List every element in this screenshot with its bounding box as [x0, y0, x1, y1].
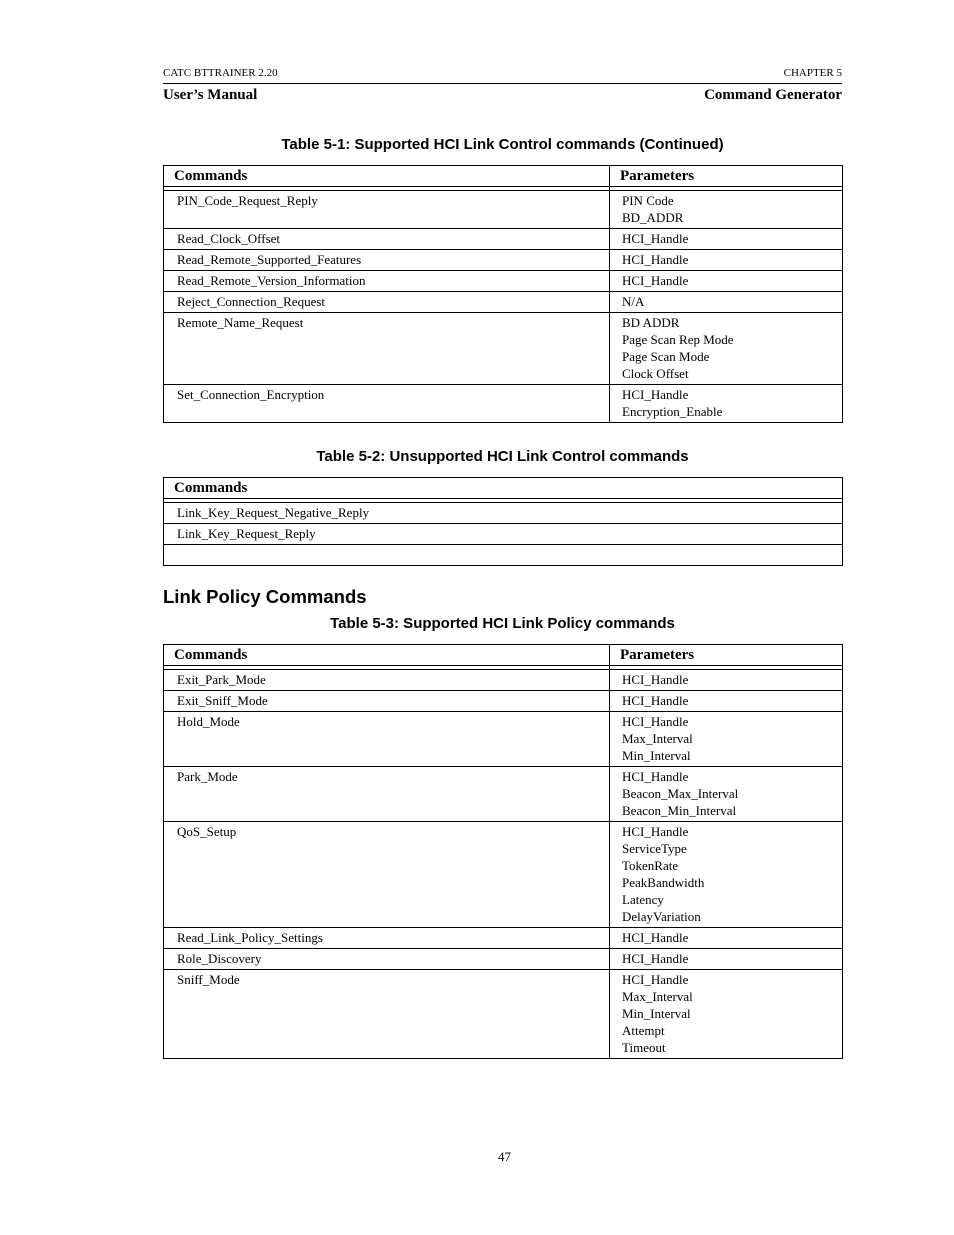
command-cell: Set_Connection_Encryption	[164, 385, 610, 423]
section-name: Command Generator	[704, 87, 842, 103]
parameters-cell	[610, 822, 843, 928]
table-row	[164, 822, 843, 928]
parameter: HCI_Handle	[622, 951, 689, 966]
parameters-cell	[610, 712, 843, 767]
table-row	[164, 767, 843, 822]
command-cell: Read_Remote_Supported_Features	[164, 250, 610, 271]
parameters-cell	[610, 670, 843, 691]
parameter: HCI_Handle	[622, 693, 689, 708]
command-cell: Read_Link_Policy_Settings	[164, 928, 610, 949]
parameter: HCI_Handle	[622, 714, 689, 729]
table1-col-commands: Commands	[164, 166, 610, 187]
parameter: Page Scan Mode	[622, 349, 710, 364]
header-rule	[163, 83, 842, 84]
parameter: BD_ADDR	[622, 210, 684, 225]
table-row	[164, 313, 843, 385]
parameter: PeakBandwidth	[622, 875, 705, 890]
parameters-cell	[610, 191, 843, 229]
command-cell: PIN_Code_Request_Reply	[164, 191, 610, 229]
table-row	[164, 670, 843, 691]
command-cell: Link_Key_Request_Reply	[164, 524, 843, 545]
parameters-cell	[610, 691, 843, 712]
parameters-cell	[610, 767, 843, 822]
parameters-cell	[610, 250, 843, 271]
parameters-cell	[610, 313, 843, 385]
table3	[163, 644, 843, 1059]
parameter: Page Scan Rep Mode	[622, 332, 734, 347]
command-cell: Exit_Park_Mode	[164, 670, 610, 691]
parameter: Max_Interval	[622, 989, 693, 1004]
parameter: PIN Code	[622, 193, 674, 208]
table1-col-parameters: Parameters	[610, 166, 843, 187]
section-heading: Link Policy Commands	[163, 586, 367, 607]
parameter: Max_Interval	[622, 731, 693, 746]
table2-col-commands: Commands	[164, 478, 843, 499]
table-row	[164, 949, 843, 970]
command-cell	[164, 545, 843, 566]
table-row	[164, 970, 843, 1059]
parameter: Attempt	[622, 1023, 665, 1038]
command-cell: Exit_Sniff_Mode	[164, 691, 610, 712]
command-cell: QoS_Setup	[164, 822, 610, 928]
command-cell: Remote_Name_Request	[164, 313, 610, 385]
command-cell: Reject_Connection_Request	[164, 292, 610, 313]
table3-col-commands: Commands	[164, 645, 610, 666]
chapter-label: CHAPTER 5	[783, 67, 842, 79]
table2-caption: Table 5-2: Unsupported HCI Link Control commands	[316, 448, 689, 465]
parameter: HCI_Handle	[622, 252, 689, 267]
parameters-cell	[610, 385, 843, 423]
parameter: HCI_Handle	[622, 231, 689, 246]
table-row	[164, 545, 843, 566]
parameter: HCI_Handle	[622, 930, 689, 945]
table-row	[164, 191, 843, 229]
parameter: HCI_Handle	[622, 824, 689, 839]
parameter: HCI_Handle	[622, 672, 689, 687]
table2	[163, 477, 843, 566]
parameters-cell	[610, 970, 843, 1059]
table-row	[164, 503, 843, 524]
table-row	[164, 250, 843, 271]
parameters-cell	[610, 949, 843, 970]
command-cell: Link_Key_Request_Negative_Reply	[164, 503, 843, 524]
parameter: HCI_Handle	[622, 769, 689, 784]
parameter: DelayVariation	[622, 909, 701, 924]
parameters-cell	[610, 928, 843, 949]
manual-title: User’s Manual	[163, 87, 258, 103]
table-row	[164, 271, 843, 292]
parameter: Min_Interval	[622, 748, 691, 763]
table3-caption: Table 5-3: Supported HCI Link Policy commands	[330, 615, 675, 632]
parameter: Timeout	[622, 1040, 666, 1055]
table1	[163, 165, 843, 423]
product-name: CATC BTTRAINER 2.20	[163, 67, 278, 79]
parameter: Encryption_Enable	[622, 404, 723, 419]
command-cell: Hold_Mode	[164, 712, 610, 767]
command-cell: Park_Mode	[164, 767, 610, 822]
parameter: HCI_Handle	[622, 972, 689, 987]
parameters-cell	[610, 292, 843, 313]
parameter: Latency	[622, 892, 664, 907]
table-row	[164, 524, 843, 545]
parameter: N/A	[622, 294, 645, 309]
table-row	[164, 229, 843, 250]
parameter: ServiceType	[622, 841, 687, 856]
parameter: HCI_Handle	[622, 273, 689, 288]
parameters-cell	[610, 229, 843, 250]
command-cell: Role_Discovery	[164, 949, 610, 970]
parameter: Beacon_Max_Interval	[622, 786, 739, 801]
parameter: Min_Interval	[622, 1006, 691, 1021]
parameter: HCI_Handle	[622, 387, 689, 402]
parameter: Clock Offset	[622, 366, 689, 381]
command-cell: Read_Clock_Offset	[164, 229, 610, 250]
parameter: Beacon_Min_Interval	[622, 803, 737, 818]
command-cell: Read_Remote_Version_Information	[164, 271, 610, 292]
table3-col-parameters: Parameters	[610, 645, 843, 666]
page-number: 47	[498, 1149, 511, 1164]
table-row	[164, 292, 843, 313]
table-row	[164, 712, 843, 767]
parameter: BD ADDR	[622, 315, 680, 330]
table-row	[164, 385, 843, 423]
table-row	[164, 928, 843, 949]
command-cell: Sniff_Mode	[164, 970, 610, 1059]
parameter: TokenRate	[622, 858, 679, 873]
parameters-cell	[610, 271, 843, 292]
table1-caption: Table 5-1: Supported HCI Link Control commands (Continued)	[281, 136, 724, 153]
table-row	[164, 691, 843, 712]
